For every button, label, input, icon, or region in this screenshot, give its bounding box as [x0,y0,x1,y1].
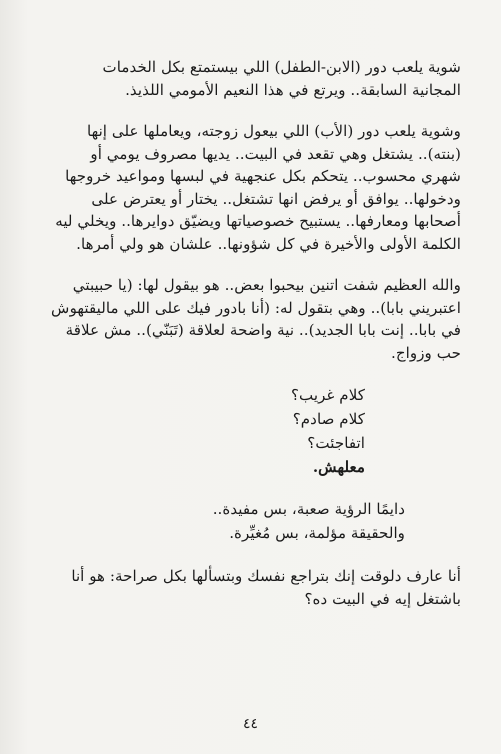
stanza-line-1: كلام غريب؟ [290,386,365,404]
stanza-line-4: معلهش. [312,458,365,476]
stanza-line-2: كلام صادم؟ [292,410,365,428]
aphorism-line-1: دايمًا الرؤية صعبة، بس مفيدة.. [212,500,405,518]
paragraph-2: وشوية يلعب دور (الأب) اللي بيعول زوجته، ويعاملها على إنها (بنته).. يشتغل وهي تقعد في البيت.. يديها مصروف يومي أو شهري محسوب.. يتحكم بكل عنجهية في لبسها ومواعيد خروجها ودخولها.. يوافق أو يرفض انها تشتغل.. يختار أو يعترض على أصحابها ومعارفها.. يستبيح خصوصياتها ويضيّق دوايرها.. ويخلي ليه الكلمة الأولى والأخيرة في كل شؤونها.. علشان هو ولي أمرها. [55,122,461,253]
paragraph-1: شوية يلعب دور (الابن-الطفل) اللي بيستمتع بكل الخدمات المجانية السابقة.. ويرتع في هذا النعيم الأمومي اللذيذ. [102,58,461,99]
questions-stanza [50,383,461,479]
stanza-line-3: اتفاجئت؟ [307,434,365,452]
aphorism-line-2: والحقيقة مؤلمة، بس مُغيِّرة. [229,524,405,542]
page-body [50,56,461,629]
paragraph-3: والله العظيم شفت اتنين بيحبوا بعض.. هو بيقول لها: (يا حبيبتي اعتبريني بابا).. وهي بتقول له: (أنا بادور فيك على اللي ماليقتهوش في بابا.. إنت بابا الجديد).. نية واضحة لعلاقة (تَبَنّي).. مش علاقة حب وزواج. [51,276,461,362]
closing-paragraph: أنا عارف دلوقت إنك بتراجع نفسك وبتسألها بكل صراحة: هو أنا باشتغل إيه في البيت ده؟ [71,567,461,608]
aphorism-pair [50,497,461,545]
page-number: ٤٤ [242,716,259,732]
